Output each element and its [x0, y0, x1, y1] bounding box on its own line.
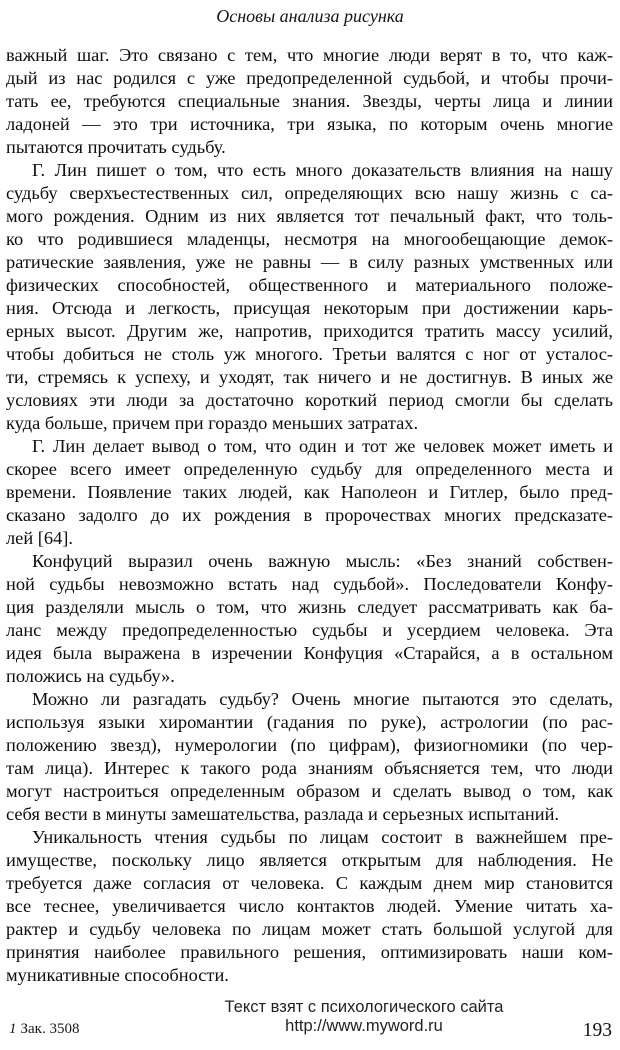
text-line: ко что родившиеся младенцы, несмотря на многообещающие демок- [6, 229, 613, 249]
text-line: ратические заявления, уже не равны — в силу разных умственных или [6, 252, 613, 272]
text-line: принятия наиболее правильного решения, оптимизировать наши ком- [6, 942, 613, 962]
text-line: тать ее, требуются специальные знания. Звезды, черты лица и линии [6, 91, 613, 111]
text-line: важный шаг. Это связано с тем, что многие люди верят в то, что каж- [6, 45, 613, 65]
text-line: лей [64]. [6, 528, 74, 548]
text-line: ной судьбы невозможно встать над судьбой». Последователи Конфу- [6, 574, 613, 594]
text-line: себя вести в минуты замешательства, разлада и серьезных испытаний. [6, 804, 560, 824]
paragraph [6, 159, 613, 435]
text-line: времени. Появление таких людей, как Наполеон и Гитлер, было пред- [6, 482, 613, 502]
running-head-title: Основы анализа рисунка [216, 6, 404, 26]
print-signature-text: Зак. 3508 [20, 1021, 80, 1037]
text-line: мого рождения. Одним из них является тот печальный факт, что толь- [6, 206, 613, 226]
paragraph [6, 550, 613, 688]
text-line: рактер и судьбу человека по лицам может стать большой услугой для [6, 919, 613, 939]
text-line: дый из нас родился с уже предопределенной судьбой, и чтобы прочи- [6, 68, 613, 88]
page-number: 193 [582, 1020, 612, 1041]
text-line: ерных высот. Другим же, напротив, приходится тратить массу усилий, [6, 321, 613, 341]
text-line: ланс между предопределенностью судьбы и усердием человека. Эта [6, 620, 613, 640]
print-signature [9, 1021, 79, 1038]
text-line: Г. Лин пишет о том, что есть много доказательств влияния на нашу [32, 160, 613, 180]
text-line: положению звезд), нумерологии (по цифрам), физиогномики (по чер- [6, 735, 613, 755]
text-line: куда больше, причем при гораздо меньших затратах. [6, 413, 419, 433]
text-line: имуществе, поскольку лицо является открытым для наблюдения. Не [6, 850, 613, 870]
text-line: ладоней — это три источника, три языка, по которым очень многие [6, 114, 613, 134]
text-line: там лица). Интерес к такого рода знаниям объясняется тем, что люди [6, 758, 613, 778]
page-footer [0, 998, 620, 1050]
text-line: все теснее, увеличивается число контактов людей. Умение читать ха- [6, 896, 613, 916]
text-line: Г. Лин делает вывод о том, что один и тот же человек может иметь и [32, 436, 613, 456]
page-body-text [6, 44, 613, 987]
text-line: чтобы добиться не столь уж многого. Третьи валятся с ног от усталос- [6, 344, 613, 364]
text-line: ция разделяли мысль о том, что жизнь следует рассматривать как ба- [6, 597, 613, 617]
text-line: муникативные способности. [6, 965, 229, 985]
text-line: ния. Отсюда и легкость, присущая некоторым при достижении карь- [6, 298, 613, 318]
paragraph [6, 688, 613, 826]
text-line: судьбу сверхъестественных сил, определяющих всю нашу жизнь с са- [6, 183, 613, 203]
text-line: условиях эти люди за достаточно короткий период смогли бы сделать [6, 390, 613, 410]
text-line: Можно ли разгадать судьбу? Очень многие пытаются это сделать, [32, 689, 613, 709]
text-line: скорее всего имеет определенную судьбу для определенного места и [6, 459, 613, 479]
text-line: требуется даже согласия от человека. С каждым днем мир становится [6, 873, 613, 893]
paragraph [6, 44, 613, 159]
site-attribution-note: Текст взят с психологического сайта http://www.myword.ru [224, 998, 504, 1035]
text-line: положись на судьбу». [6, 666, 175, 686]
text-line: Конфуций выразил очень важную мысль: «Без знаний собствен- [32, 551, 613, 571]
print-signature-number: 1 [9, 1021, 17, 1037]
text-line: Уникальность чтения судьбы по лицам состоит в важнейшем пре- [32, 827, 613, 847]
text-line: могут настроиться определенным образом и сделать вывод о том, как [6, 781, 613, 801]
paragraph [6, 826, 613, 987]
text-line: пытаются прочитать судьбу. [6, 137, 226, 157]
text-line: ти, стремясь к успеху, и уходят, так ничего и не достигнув. В иных же [6, 367, 613, 387]
text-line: идея была выражена в изречении Конфуция «Старайся, а в остальном [6, 643, 613, 663]
paragraph [6, 435, 613, 550]
text-line: сказано задолго до их рождения в пророчествах многих предсказате- [6, 505, 613, 525]
text-line: используя языки хиромантии (гадания по руке), астрологии (по рас- [6, 712, 613, 732]
text-line: физических способностей, общественного и материального положе- [6, 275, 613, 295]
